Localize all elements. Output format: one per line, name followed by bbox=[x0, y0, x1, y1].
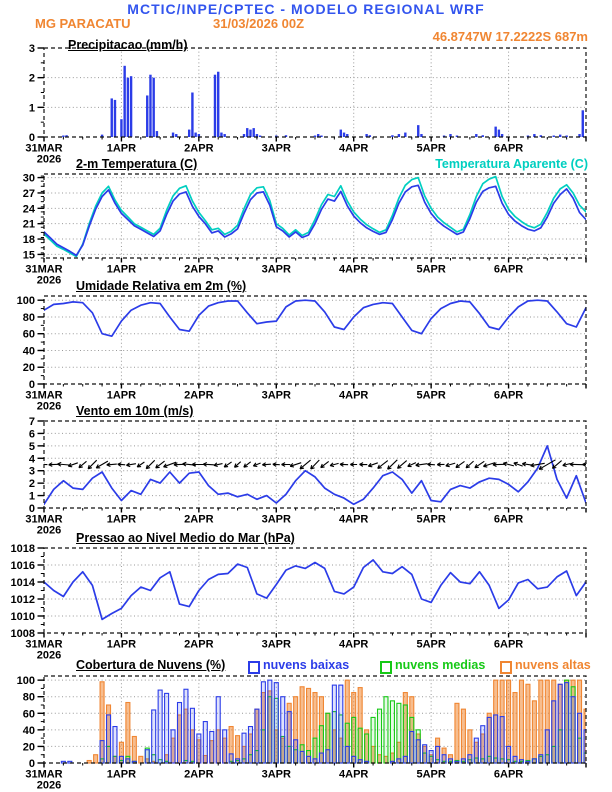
mid-clouds-legend-swatch-icon bbox=[380, 661, 392, 674]
low-clouds-legend-swatch-icon bbox=[248, 661, 260, 674]
svg-text:1APR: 1APR bbox=[106, 513, 137, 526]
pressure-panel-title: Pressao ao Nivel Medio do Mar (hPa) bbox=[76, 531, 295, 545]
temp-panel bbox=[23, 173, 586, 287]
svg-text:1APR: 1APR bbox=[106, 263, 137, 276]
rh-panel bbox=[17, 295, 586, 412]
high-clouds-legend-label: nuvens altas bbox=[515, 658, 591, 672]
svg-text:1: 1 bbox=[28, 490, 35, 503]
svg-text:1010: 1010 bbox=[10, 611, 35, 623]
svg-text:1APR: 1APR bbox=[106, 638, 137, 651]
svg-text:6: 6 bbox=[28, 428, 35, 441]
svg-text:2026: 2026 bbox=[36, 400, 62, 413]
svg-text:4APR: 4APR bbox=[339, 263, 369, 276]
svg-text:40: 40 bbox=[22, 724, 35, 737]
svg-text:3APR: 3APR bbox=[261, 389, 291, 402]
wind-plot-area bbox=[41, 446, 590, 504]
svg-text:0: 0 bbox=[28, 758, 35, 770]
svg-text:1: 1 bbox=[28, 102, 35, 115]
mid-clouds-legend-label: nuvens medias bbox=[395, 658, 486, 672]
temp-plot-area bbox=[44, 177, 586, 257]
precip-plot-area bbox=[62, 66, 584, 137]
svg-text:4APR: 4APR bbox=[339, 513, 369, 526]
svg-text:18: 18 bbox=[22, 234, 35, 247]
low-clouds-legend-label: nuvens baixas bbox=[263, 658, 350, 672]
station-coordinates: 46.8747W 17.2222S 687m bbox=[432, 29, 588, 44]
svg-text:3: 3 bbox=[28, 43, 35, 55]
svg-text:4: 4 bbox=[28, 453, 35, 466]
svg-text:7: 7 bbox=[28, 416, 35, 428]
svg-text:1APR: 1APR bbox=[106, 389, 137, 402]
svg-text:21: 21 bbox=[22, 218, 35, 231]
svg-text:31MAR: 31MAR bbox=[25, 768, 63, 781]
wind-panel bbox=[25, 416, 589, 537]
svg-text:2026: 2026 bbox=[36, 524, 62, 537]
svg-text:3APR: 3APR bbox=[261, 768, 291, 781]
svg-text:4APR: 4APR bbox=[339, 142, 369, 155]
svg-text:2APR: 2APR bbox=[184, 142, 214, 155]
svg-text:27: 27 bbox=[22, 187, 35, 200]
svg-text:1APR: 1APR bbox=[106, 768, 137, 781]
svg-text:5APR: 5APR bbox=[416, 768, 446, 781]
model-title: MCTIC/INPE/CPTEC - MODELO REGIONAL WRF bbox=[127, 1, 485, 17]
clouds-plot-area bbox=[61, 680, 588, 763]
svg-text:24: 24 bbox=[22, 203, 35, 216]
svg-text:4APR: 4APR bbox=[339, 389, 369, 402]
svg-text:3: 3 bbox=[28, 465, 35, 478]
svg-text:2: 2 bbox=[28, 72, 35, 85]
svg-text:2026: 2026 bbox=[36, 153, 62, 166]
svg-text:31MAR: 31MAR bbox=[25, 263, 63, 276]
precip-panel-title: Precipitacao (mm/h) bbox=[68, 38, 188, 52]
run-datetime: 31/03/2026 00Z bbox=[213, 16, 305, 31]
svg-text:0: 0 bbox=[28, 503, 35, 515]
svg-text:1APR: 1APR bbox=[106, 142, 137, 155]
svg-text:40: 40 bbox=[22, 345, 35, 358]
svg-text:20: 20 bbox=[22, 741, 35, 754]
svg-text:31MAR: 31MAR bbox=[25, 513, 63, 526]
svg-text:1008: 1008 bbox=[10, 628, 35, 640]
svg-text:100: 100 bbox=[16, 295, 35, 308]
svg-text:2026: 2026 bbox=[36, 649, 62, 662]
svg-text:1016: 1016 bbox=[10, 560, 35, 572]
svg-text:60: 60 bbox=[22, 708, 35, 721]
svg-text:6APR: 6APR bbox=[493, 513, 524, 526]
temp-panel-title: 2-m Temperatura (C) bbox=[76, 157, 198, 171]
svg-text:1012: 1012 bbox=[10, 594, 35, 606]
svg-text:80: 80 bbox=[22, 311, 35, 324]
slp-panel bbox=[11, 543, 586, 662]
svg-text:3APR: 3APR bbox=[261, 263, 291, 276]
rh-plot-area bbox=[44, 300, 586, 336]
svg-text:5APR: 5APR bbox=[416, 142, 446, 155]
clouds-panel bbox=[17, 675, 588, 791]
apparent-temp-legend: Temperatura Aparente (C) bbox=[435, 157, 588, 171]
svg-text:1018: 1018 bbox=[10, 543, 35, 555]
svg-text:2APR: 2APR bbox=[184, 263, 214, 276]
svg-text:4APR: 4APR bbox=[339, 768, 369, 781]
svg-text:80: 80 bbox=[22, 691, 35, 704]
svg-text:30: 30 bbox=[22, 172, 35, 185]
svg-text:31MAR: 31MAR bbox=[25, 389, 63, 402]
svg-text:2: 2 bbox=[28, 478, 35, 491]
svg-text:1014: 1014 bbox=[10, 577, 35, 589]
svg-text:2026: 2026 bbox=[36, 274, 62, 287]
station-name: MG PARACATU bbox=[35, 16, 131, 31]
svg-text:6APR: 6APR bbox=[493, 263, 524, 276]
wind-panel-title: Vento em 10m (m/s) bbox=[76, 404, 194, 418]
svg-text:2APR: 2APR bbox=[184, 638, 214, 651]
humidity-panel-title: Umidade Relativa em 2m (%) bbox=[76, 279, 247, 293]
slp-plot-area bbox=[44, 560, 586, 620]
svg-text:5APR: 5APR bbox=[416, 389, 446, 402]
svg-text:5APR: 5APR bbox=[416, 513, 446, 526]
svg-text:5APR: 5APR bbox=[416, 263, 446, 276]
svg-text:5: 5 bbox=[28, 440, 35, 453]
high-clouds-legend-swatch-icon bbox=[500, 661, 512, 674]
svg-text:6APR: 6APR bbox=[493, 768, 524, 781]
svg-text:2APR: 2APR bbox=[184, 768, 214, 781]
svg-text:6APR: 6APR bbox=[493, 638, 524, 651]
svg-text:0: 0 bbox=[28, 132, 35, 144]
svg-text:2APR: 2APR bbox=[184, 513, 214, 526]
svg-text:0: 0 bbox=[28, 379, 35, 391]
svg-text:6APR: 6APR bbox=[493, 142, 524, 155]
clouds-panel-title: Cobertura de Nuvens (%) bbox=[76, 658, 226, 672]
svg-text:20: 20 bbox=[22, 362, 35, 375]
svg-text:5APR: 5APR bbox=[416, 638, 446, 651]
svg-text:2APR: 2APR bbox=[184, 389, 214, 402]
svg-text:100: 100 bbox=[16, 675, 35, 688]
svg-text:60: 60 bbox=[22, 328, 35, 341]
svg-text:3APR: 3APR bbox=[261, 638, 291, 651]
precip-panel bbox=[25, 43, 586, 166]
svg-text:31MAR: 31MAR bbox=[25, 142, 63, 155]
svg-text:2026: 2026 bbox=[36, 779, 62, 792]
svg-text:3APR: 3APR bbox=[261, 142, 291, 155]
svg-text:31MAR: 31MAR bbox=[25, 638, 63, 651]
svg-text:6APR: 6APR bbox=[493, 389, 524, 402]
svg-text:4APR: 4APR bbox=[339, 638, 369, 651]
svg-text:15: 15 bbox=[22, 249, 35, 262]
svg-text:3APR: 3APR bbox=[261, 513, 291, 526]
